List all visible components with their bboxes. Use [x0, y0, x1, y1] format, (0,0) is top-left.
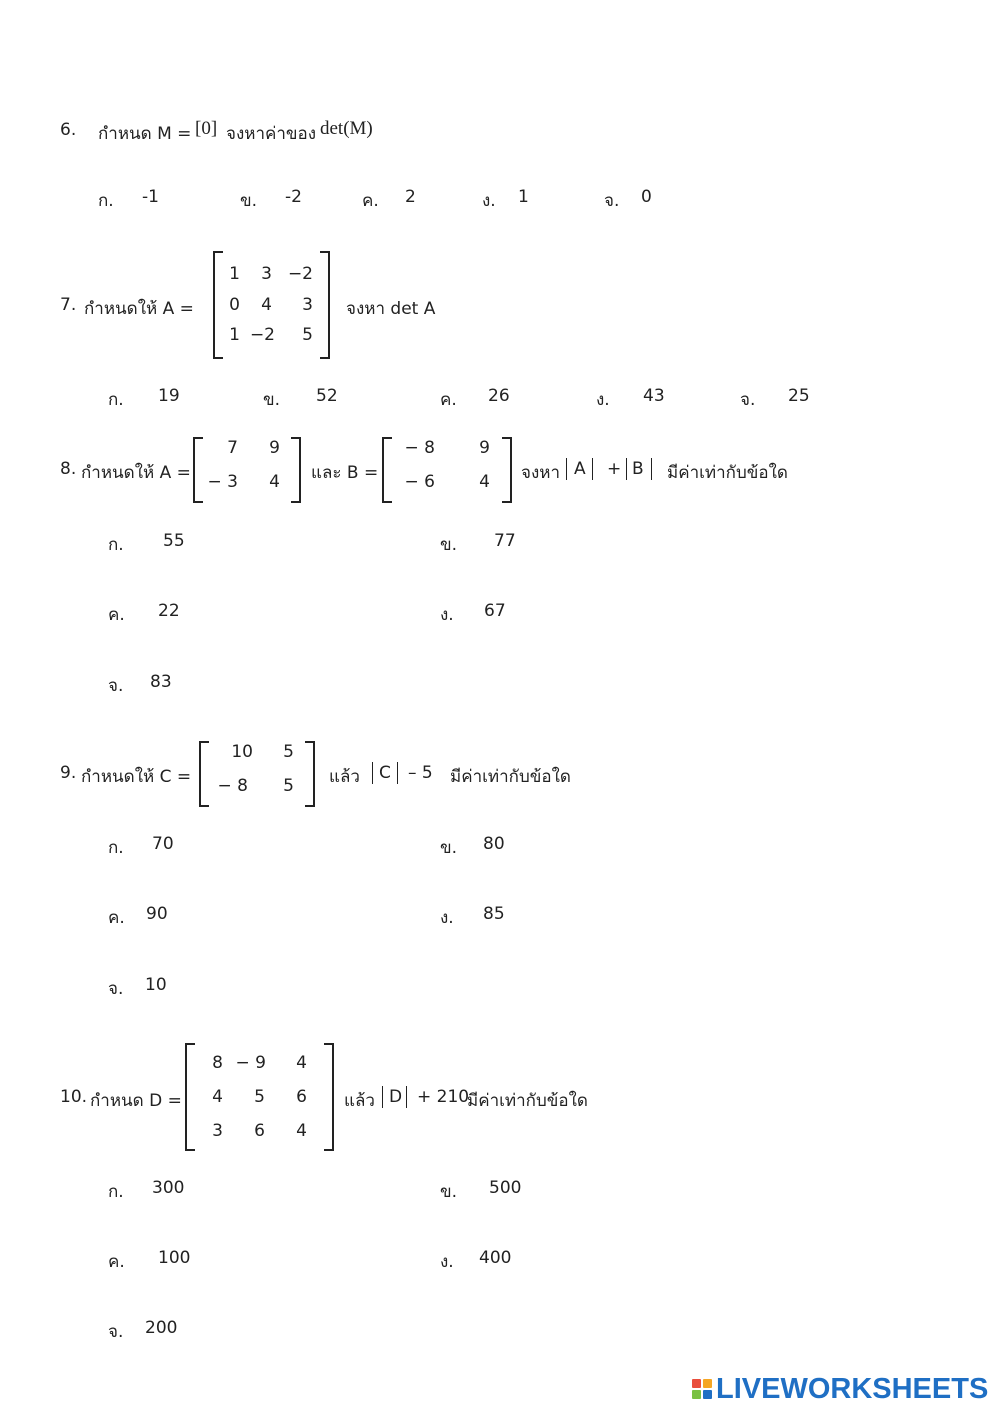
q7-cell-1-3: −2: [287, 264, 313, 284]
q8-stem-suffix: มีค่าเท่ากับข้อใด: [667, 463, 788, 483]
q10-abs-d: D: [389, 1087, 403, 1107]
q9-abs-c: C: [379, 763, 391, 783]
q8-number: 8.: [60, 459, 77, 479]
logo-text: LIVEWORKSHEETS: [716, 1372, 989, 1405]
q10-choice-d-label[interactable]: ง.: [440, 1252, 454, 1272]
logo-mark-tile-red: [692, 1379, 701, 1388]
q10-cell-3-1: 3: [212, 1121, 223, 1141]
q9-cell-2-2: 5: [283, 776, 294, 796]
q10-choice-a-label[interactable]: ก.: [108, 1182, 124, 1202]
q8-a-cell-1-1: 7: [227, 438, 238, 458]
q8-choice-a-value[interactable]: 55: [163, 531, 185, 551]
q10-choice-b-value[interactable]: 500: [489, 1178, 522, 1198]
q10-then: แล้ว: [344, 1091, 375, 1111]
q9-abs-c-right-bar: [397, 762, 398, 784]
q7-cell-2-1: 0: [229, 295, 240, 315]
q8-b-cell-1-1: − 8: [404, 438, 435, 458]
q8-abs-b-left-bar: [626, 458, 627, 480]
q6-choice-d-label[interactable]: ง.: [482, 191, 496, 211]
q8-stem-prefix: กำหนดให้ A =: [81, 463, 191, 483]
q7-cell-3-3: 5: [302, 325, 313, 345]
q8-b-cell-2-2: 4: [479, 472, 490, 492]
q8-connector: และ B =: [311, 463, 379, 483]
logo-mark-icon: [692, 1379, 712, 1399]
q7-choice-a-label[interactable]: ก.: [108, 390, 124, 410]
q6-choice-e-value[interactable]: 0: [641, 187, 652, 207]
q10-cell-3-2: 6: [254, 1121, 265, 1141]
q10-cell-1-1: 8: [212, 1053, 223, 1073]
q9-choice-d-value[interactable]: 85: [483, 904, 505, 924]
q10-choice-a-value[interactable]: 300: [152, 1178, 185, 1198]
q8-choice-b-value[interactable]: 77: [494, 531, 516, 551]
q6-choice-b-label[interactable]: ข.: [240, 191, 258, 211]
q7-cell-2-3: 3: [302, 295, 313, 315]
q9-choice-a-label[interactable]: ก.: [108, 838, 124, 858]
q10-choice-e-value[interactable]: 200: [145, 1318, 178, 1338]
q10-choice-d-value[interactable]: 400: [479, 1248, 512, 1268]
q10-cell-2-3: 6: [296, 1087, 307, 1107]
logo-mark-tile-blue: [703, 1390, 712, 1399]
q9-number: 9.: [60, 763, 77, 783]
q8-choice-e-label[interactable]: จ.: [108, 676, 124, 696]
q8-choice-d-label[interactable]: ง.: [440, 605, 454, 625]
q10-choice-b-label[interactable]: ข.: [440, 1182, 458, 1202]
q6-choice-e-label[interactable]: จ.: [604, 191, 620, 211]
q10-abs-d-right-bar: [406, 1086, 407, 1108]
q10-choice-e-label[interactable]: จ.: [108, 1322, 124, 1342]
q10-choice-c-value[interactable]: 100: [158, 1248, 191, 1268]
q8-plus: +: [607, 459, 622, 479]
q10-choice-c-label[interactable]: ค.: [108, 1252, 125, 1272]
q6-choice-c-label[interactable]: ค.: [362, 191, 379, 211]
q7-choice-e-value[interactable]: 25: [788, 386, 810, 406]
q9-matrix-left-bracket: [199, 741, 209, 807]
q9-choice-a-value[interactable]: 70: [152, 834, 174, 854]
q9-choice-b-value[interactable]: 80: [483, 834, 505, 854]
q9-cell-1-2: 5: [283, 742, 294, 762]
q8-a-cell-1-2: 9: [269, 438, 280, 458]
logo-mark-tile-orange: [703, 1379, 712, 1388]
q10-number: 10.: [60, 1087, 88, 1107]
q9-cell-1-1: 10: [231, 742, 253, 762]
q7-choice-b-label[interactable]: ข.: [263, 390, 281, 410]
q7-choice-e-label[interactable]: จ.: [740, 390, 756, 410]
q8-matrix-b-right-bracket: [502, 437, 512, 503]
q6-choice-c-value[interactable]: 2: [405, 187, 416, 207]
q8-b-cell-2-1: − 6: [404, 472, 435, 492]
q8-abs-b: B: [632, 459, 644, 479]
q8-choice-c-label[interactable]: ค.: [108, 605, 125, 625]
q8-matrix-a-right-bracket: [291, 437, 301, 503]
q6-stem-mid: จงหาค่าของ: [226, 124, 317, 144]
q6-stem-prefix: กำหนด M =: [98, 124, 192, 144]
q9-matrix-right-bracket: [305, 741, 315, 807]
q9-abs-c-left-bar: [372, 762, 373, 784]
q10-stem-suffix: มีค่าเท่ากับข้อใด: [467, 1091, 588, 1111]
q7-stem-suffix: จงหา det A: [346, 299, 436, 319]
q8-abs-a-right-bar: [592, 458, 593, 480]
q7-cell-1-1: 1: [229, 264, 240, 284]
q9-choice-c-label[interactable]: ค.: [108, 908, 125, 928]
q7-choice-d-value[interactable]: 43: [643, 386, 665, 406]
q8-a-cell-2-2: 4: [269, 472, 280, 492]
q10-abs-d-left-bar: [382, 1086, 383, 1108]
q7-matrix-right-bracket: [320, 251, 330, 359]
q9-stem-prefix: กำหนดให้ C =: [81, 767, 192, 787]
q9-choice-d-label[interactable]: ง.: [440, 908, 454, 928]
q7-stem-prefix: กำหนดให้ A =: [84, 299, 194, 319]
q10-matrix-right-bracket: [324, 1043, 334, 1151]
q8-stem-find: จงหา: [521, 463, 561, 483]
q10-cell-3-3: 4: [296, 1121, 307, 1141]
q7-cell-2-2: 4: [261, 295, 272, 315]
q10-stem-prefix: กำหนด D =: [90, 1091, 182, 1111]
q6-choice-b-value[interactable]: -2: [285, 187, 302, 207]
q10-cell-1-2: − 9: [235, 1053, 266, 1073]
q7-choice-c-value[interactable]: 26: [488, 386, 510, 406]
q7-cell-3-1: 1: [229, 325, 240, 345]
q9-stem-suffix: มีค่าเท่ากับข้อใด: [450, 767, 571, 787]
q8-choice-d-value[interactable]: 67: [484, 601, 506, 621]
q6-number: 6.: [60, 120, 77, 140]
q6-matrix: [0]: [195, 118, 218, 139]
q7-choice-c-label[interactable]: ค.: [440, 390, 457, 410]
q7-choice-d-label[interactable]: ง.: [596, 390, 610, 410]
q8-choice-c-value[interactable]: 22: [158, 601, 180, 621]
q8-matrix-b-left-bracket: [382, 437, 392, 503]
q7-number: 7.: [60, 295, 77, 315]
q6-choice-a-label[interactable]: ก.: [98, 191, 114, 211]
q7-choice-b-value[interactable]: 52: [316, 386, 338, 406]
q10-cell-1-3: 4: [296, 1053, 307, 1073]
q9-then: แล้ว: [329, 767, 360, 787]
q9-choice-e-label[interactable]: จ.: [108, 979, 124, 999]
q9-choice-b-label[interactable]: ข.: [440, 838, 458, 858]
q6-choice-d-value[interactable]: 1: [518, 187, 529, 207]
q8-choice-b-label[interactable]: ข.: [440, 535, 458, 555]
q7-cell-1-2: 3: [261, 264, 272, 284]
q6-choice-a-value[interactable]: -1: [142, 187, 159, 207]
q10-cell-2-1: 4: [212, 1087, 223, 1107]
liveworksheets-logo[interactable]: [692, 1374, 988, 1404]
logo-mark-tile-green: [692, 1390, 701, 1399]
q7-choice-a-value[interactable]: 19: [158, 386, 180, 406]
q8-abs-a-left-bar: [566, 458, 567, 480]
q8-abs-a: A: [574, 459, 586, 479]
q10-cell-2-2: 5: [254, 1087, 265, 1107]
q9-cell-2-1: − 8: [217, 776, 248, 796]
q8-a-cell-2-1: − 3: [207, 472, 238, 492]
q7-cell-3-2: −2: [249, 325, 275, 345]
q8-choice-e-value[interactable]: 83: [150, 672, 172, 692]
q8-b-cell-1-2: 9: [479, 438, 490, 458]
q8-abs-b-right-bar: [651, 458, 652, 480]
q9-choice-c-value[interactable]: 90: [146, 904, 168, 924]
q10-plus-210: + 210: [417, 1087, 470, 1107]
q6-expression: det(M): [320, 118, 373, 139]
q9-choice-e-value[interactable]: 10: [145, 975, 167, 995]
q8-choice-a-label[interactable]: ก.: [108, 535, 124, 555]
q9-minus-five: – 5: [408, 763, 433, 783]
